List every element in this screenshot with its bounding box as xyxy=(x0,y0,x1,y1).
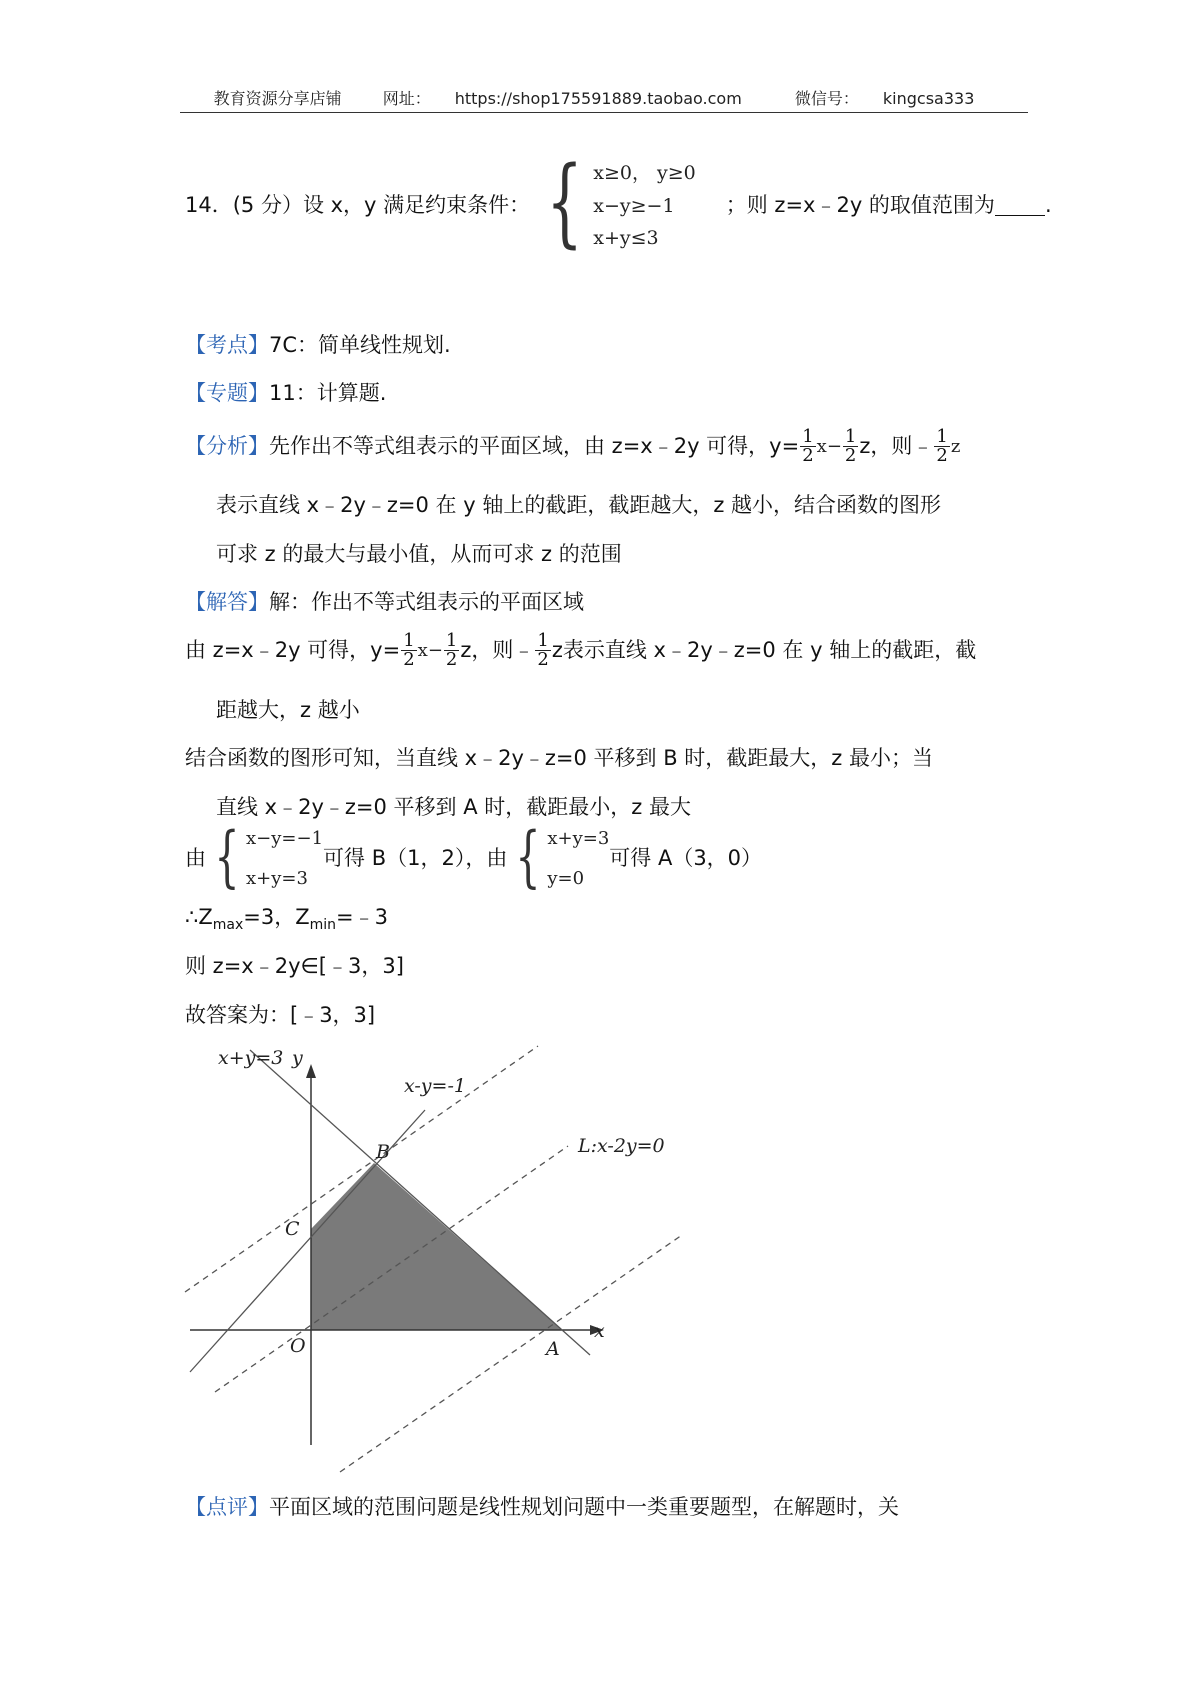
zmax-sub: max xyxy=(212,917,244,934)
label-C: C xyxy=(285,1218,300,1240)
constraint-3: x+y≤3 xyxy=(593,227,659,250)
jieda-line-9: 故答案为：[﹣3，3] xyxy=(185,1003,376,1027)
header-shop: 教育资源分享店铺 xyxy=(213,89,342,108)
system-b-eq1: x−y=−1 xyxy=(246,828,324,849)
jieda-text-2c: z，则﹣ xyxy=(460,637,535,662)
zmin-value: =﹣3 xyxy=(336,905,388,929)
fraction-half: $\frac{1}{2}$ xyxy=(802,426,814,466)
system-a-eq1: x+y=3 xyxy=(547,828,610,849)
jieda-text-2d: z表示直线 x﹣2y﹣z=0 在 y 轴上的截距，截 xyxy=(551,637,977,662)
system-b-eq2: x+y=3 xyxy=(246,868,308,890)
jieda-text-6a: 由 xyxy=(185,846,206,871)
fenxi-text-a: 先作出不等式组表示的平面区域，由 z=x﹣2y 可得，y= xyxy=(269,433,800,458)
jieda-text-1: 解：作出不等式组表示的平面区域 xyxy=(269,590,584,614)
zhuanti-tag: 【专题】 xyxy=(185,381,269,405)
fenxi-tag: 【分析】 xyxy=(185,433,269,458)
fenxi-text-c: z，则﹣ xyxy=(859,433,934,458)
fenxi-text-d: z xyxy=(950,435,961,457)
label-L: L:x-2y=0 xyxy=(578,1135,665,1157)
fraction-half: $\frac{1}{2}$ xyxy=(936,426,948,466)
question-suffix: ；则 z=x﹣2y 的取值范围为 xyxy=(725,193,995,218)
fraction-half: $\frac{1}{2}$ xyxy=(445,630,458,670)
jieda-line-4: 结合函数的图形可知，当直线 x﹣2y﹣z=0 平移到 B 时，截距最大，z 最小；当 xyxy=(185,746,933,770)
header-wechat-label: 微信号： xyxy=(794,89,859,108)
label-x-minus-y-eq-neg1: x-y=-1 xyxy=(404,1075,466,1097)
zmin-prefix: =3，Z xyxy=(243,905,310,929)
dianping-text: 平面区域的范围问题是线性规划问题中一类重要题型，在解题时，关 xyxy=(269,1495,899,1519)
kaodian-text: 7C：简单线性规划. xyxy=(269,333,451,357)
label-y: y xyxy=(292,1047,303,1069)
zmin-sub: min xyxy=(309,917,337,934)
label-x: x xyxy=(594,1320,605,1342)
jieda-line-3: 距越大，z 越小 xyxy=(216,698,360,722)
jieda-text-6b: 可得 B（1，2），由 xyxy=(323,846,508,871)
jieda-line-5: 直线 x﹣2y﹣z=0 平移到 A 时，截距最小，z 最大 xyxy=(216,795,691,819)
header-url-label: 网址： xyxy=(382,89,431,108)
question-prefix: 14．(5 分）设 x，y 满足约束条件： xyxy=(185,193,531,218)
dianping-tag: 【点评】 xyxy=(185,1495,269,1519)
feasible-region xyxy=(311,1163,562,1330)
fenxi-line-2: 表示直线 x﹣2y﹣z=0 在 y 轴上的截距，截距越大，z 越小，结合函数的图形 xyxy=(216,493,942,517)
jieda-tag: 【解答】 xyxy=(185,590,269,614)
jieda-line-8: 则 z=x﹣2y∈[﹣3，3] xyxy=(185,954,404,978)
header-url: https://shop175591889.taobao.com xyxy=(454,89,742,108)
equation-system-b: { x−y=−1 x+y=3 xyxy=(214,818,324,895)
fraction-half: $\frac{1}{2}$ xyxy=(844,426,857,466)
kaodian-tag: 【考点】 xyxy=(185,333,269,357)
fraction-half: $\frac{1}{2}$ xyxy=(537,630,549,670)
label-x-plus-y-eq-3: x+y=3 xyxy=(218,1047,284,1069)
jieda-text-6c: 可得 A（3，0） xyxy=(609,846,763,871)
fenxi-line-3: 可求 z 的最大与最小值，从而可求 z 的范围 xyxy=(216,542,622,566)
constraint-system: { x≥0， y≥0 x−y≥−1 x+y≤3 xyxy=(546,146,696,258)
fenxi-text-b: x− xyxy=(816,435,842,457)
zmax-prefix: ∴Z xyxy=(185,905,213,929)
question-end: . xyxy=(1044,193,1052,218)
equation-system-a: { x+y=3 y=0 xyxy=(515,818,610,895)
system-a-eq2: y=0 xyxy=(547,868,585,890)
header-wechat: kingcsa333 xyxy=(882,89,975,108)
constraint-2: x−y≥−1 xyxy=(593,194,675,217)
fraction-half: $\frac{1}{2}$ xyxy=(403,630,415,670)
constraint-1: x≥0， y≥0 xyxy=(593,162,696,184)
jieda-text-2a: 由 z=x﹣2y 可得，y= xyxy=(185,637,401,662)
jieda-text-2b: x− xyxy=(417,639,443,661)
y-axis-arrow xyxy=(306,1064,316,1078)
zhuanti-text: 11：计算题. xyxy=(269,381,387,405)
label-A: A xyxy=(546,1338,560,1360)
label-O: O xyxy=(290,1335,306,1357)
label-B: B xyxy=(376,1141,390,1163)
dianping-line xyxy=(185,1495,899,1520)
